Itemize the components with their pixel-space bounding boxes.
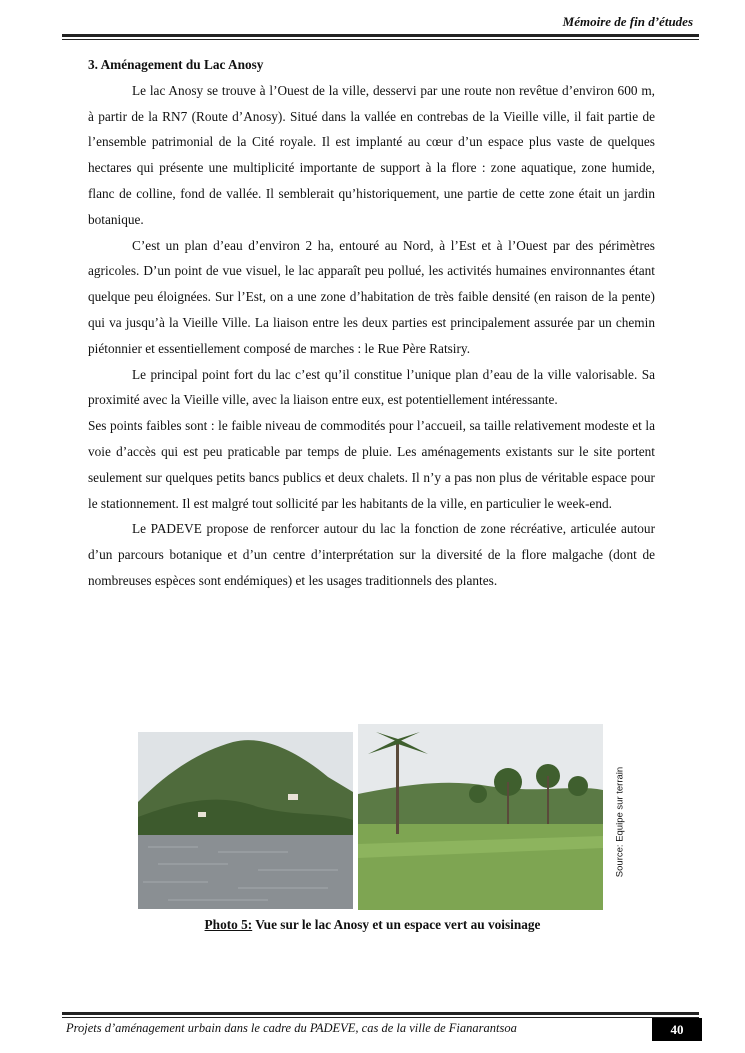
running-footer: Projets d’aménagement urbain dans le cadre du PADEVE, cas de la ville de Fianarantsoa (66, 1021, 517, 1035)
photo-source-text: Source: Equipe sur terrain (614, 766, 626, 878)
footer-rule (62, 1012, 699, 1015)
section-body (88, 52, 655, 594)
caption-label: Photo 5: (204, 917, 253, 932)
photo-source (610, 752, 630, 892)
page-number: 40 (652, 1018, 702, 1041)
running-header: Mémoire de fin d’études (562, 14, 693, 29)
caption-text: Vue sur le lac Anosy et un espace vert au voisinage (252, 917, 541, 932)
lake-anosy-photo (138, 732, 353, 909)
paragraph-proposal: Le PADEVE propose de renforcer autour du lac la fonction de zone récréative, articulée autour d’un parcours botanique et d’un centre d’interprétation sur la diversité de la flore malgache (dont de nombreuses espèces sont endémiques) et les usages traditionnels des plantes. (88, 521, 655, 588)
paragraph-weaknesses: Ses points faibles sont : le faible niveau de commodités pour l’accueil, sa taille relativement modeste et la voie d’accès qui est peu praticable par temps de pluie. Les aménagements existants sur le site portent seulement sur quelques petits bancs publics et deux chalets. Il n’y a pas non plus de véritable espace pour le stationnement. Il est malgré tout sollicité par les habitants de la ville, en particulier le week-end. (88, 418, 655, 511)
header-rule (62, 34, 699, 37)
footer-rule-thin (62, 1017, 699, 1018)
header-rule-thin (62, 39, 699, 40)
green-space-photo (358, 724, 603, 910)
photo-figure (138, 724, 638, 914)
paragraph-location: Le lac Anosy se trouve à l’Ouest de la ville, desservi par une route non revêtue d’environ 600 m, à partir de la RN7 (Route d’Anosy). Situé dans la vallée en contrebas de la Vieille ville, il fait partie de l’ensemble patrimonial de la Cité royale. Il est implanté au cœur d’un espace plus vaste de quelques hectares qui présente une multiplicité importante de support à la flore : zone aquatique, zone humide, flanc de colline, fond de vallée. Il semblerait qu’historiquement, une partie de cette zone était un jardin botanique. (88, 82, 655, 227)
photo-caption (0, 917, 745, 933)
paragraph-description: C’est un plan d’eau d’environ 2 ha, entouré au Nord, à l’Est et à l’Ouest par des périmètres agricoles. D’un point de vue visuel, le lac apparaît peu pollué, les activités humaines environnantes étant quelque peu éloignées. Sur l’Est, on a une zone d’habitation de très faible densité (en raison de la pente) qui va jusqu’à la Vieille Ville. La liaison entre les deux parties est principalement assurée par un chemin piétonnier et essentiellement composé de marches : le Rue Père Ratsiry. (88, 237, 655, 356)
section-heading: 3. Aménagement du Lac Anosy (88, 57, 264, 72)
paragraph-strengths: Le principal point fort du lac c’est qu’il constitue l’unique plan d’eau de la ville valorisable. Sa proximité avec la Vieille ville, avec la liaison entre eux, est potentiellement intéressante. (88, 366, 655, 408)
